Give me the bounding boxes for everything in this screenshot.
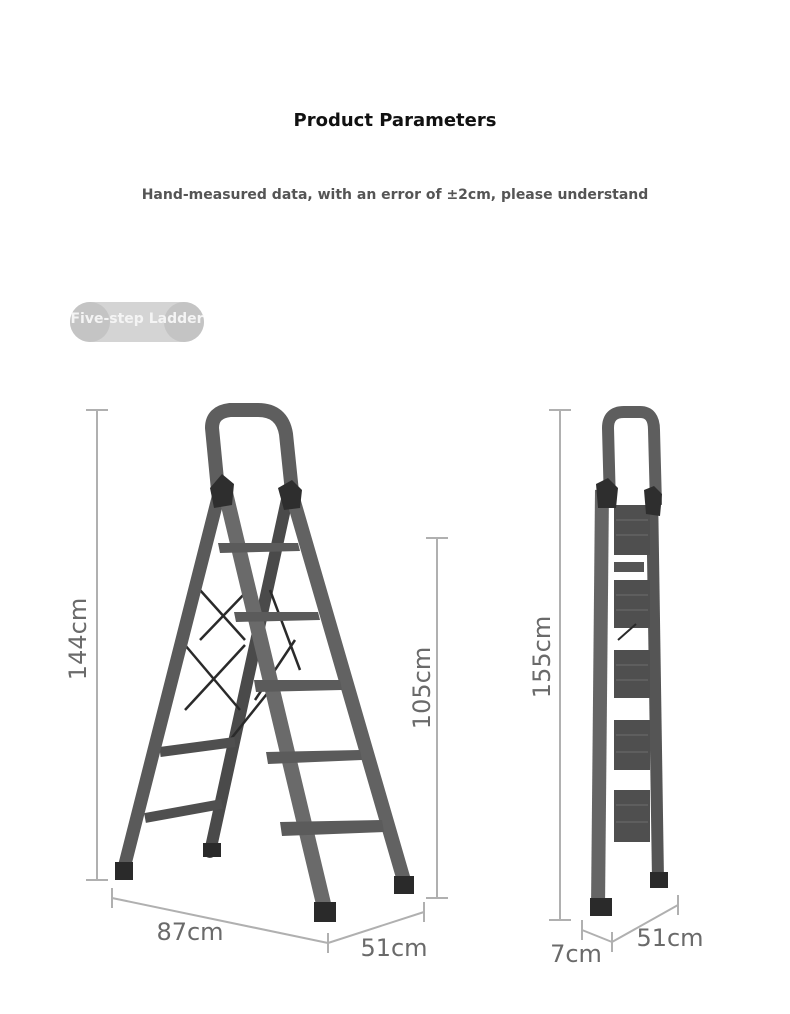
open-ladder-drawing [115, 410, 414, 922]
rear-rung-2 [145, 804, 222, 818]
open-width-label: 51cm [360, 934, 428, 962]
foot-front-left [314, 902, 336, 922]
folded-crossbar [614, 562, 644, 572]
measurement-note: Hand-measured data, with an error of ±2cm, please understand [141, 187, 649, 203]
foot-rear-right [203, 843, 221, 857]
folded-treads [614, 505, 650, 842]
badge-label: Five-step Ladder [70, 311, 204, 327]
open-depth-label: 87cm [156, 918, 224, 946]
folded-rail-back [652, 490, 658, 880]
folded-thickness-label: 7cm [550, 940, 602, 968]
rear-rung-1 [160, 742, 235, 752]
foot-front-right [394, 876, 414, 894]
page-title: Product Parameters [293, 110, 497, 131]
folded-foot-back [650, 872, 668, 888]
folded-width-label: 51cm [636, 924, 704, 952]
platform-height-label: 105cm [408, 646, 436, 730]
foot-rear-left [115, 862, 133, 880]
open-height-label: 144cm [64, 597, 92, 681]
folded-ladder-drawing [590, 412, 668, 916]
folded-height-label: 155cm [528, 615, 556, 699]
folded-rail-front [598, 490, 602, 908]
folded-foot-front [590, 898, 612, 916]
